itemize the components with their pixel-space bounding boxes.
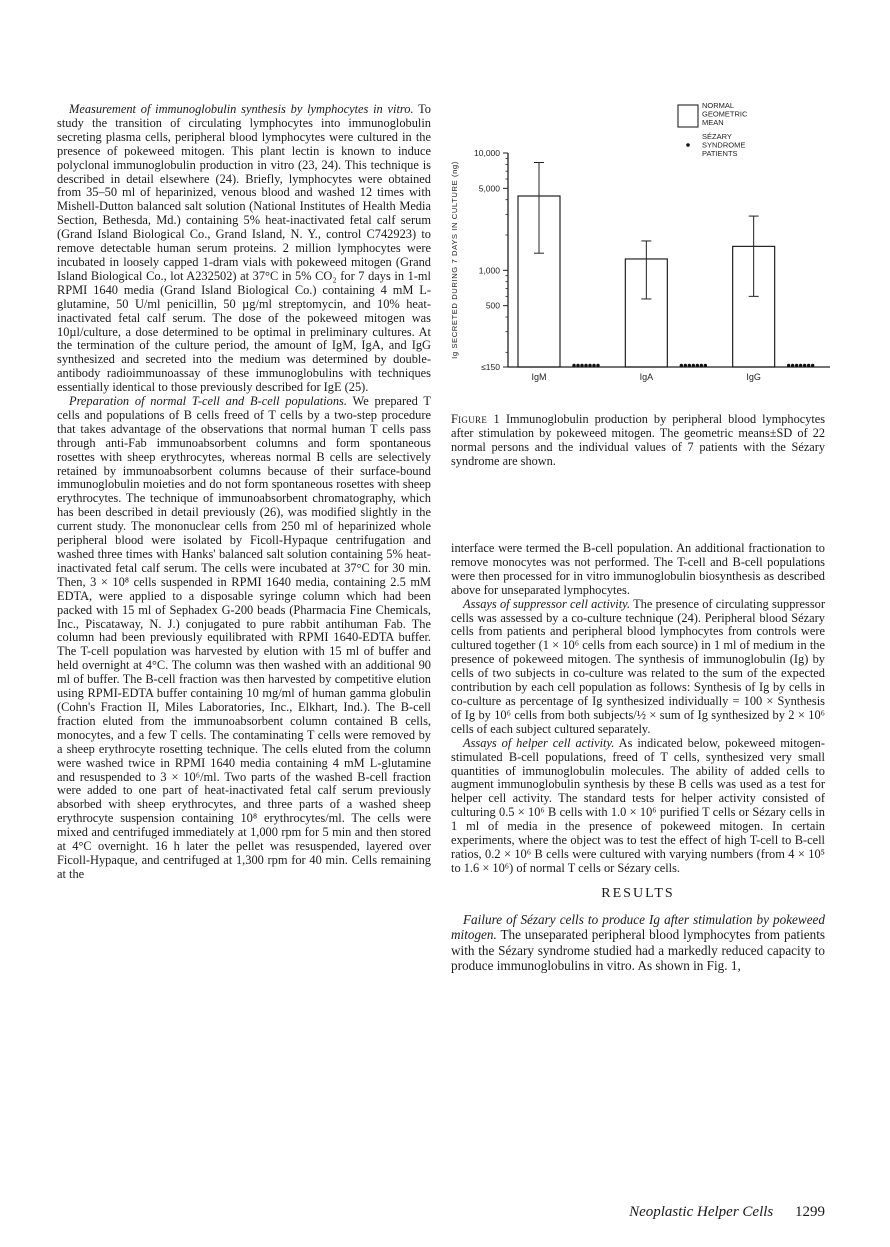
patient-dot xyxy=(799,364,802,367)
x-tick-label: IgA xyxy=(639,372,654,382)
legend-dot-swatch xyxy=(686,143,690,147)
legend-bar-swatch xyxy=(678,105,698,127)
patient-dot xyxy=(700,364,703,367)
caption-label: Figure 1 xyxy=(451,412,500,426)
y-axis-label: Ig SECRETED DURING 7 DAYS IN CULTURE (ng) xyxy=(450,161,459,359)
paragraph-text: The presence of circulating suppressor cells was assessed by a co-culture technique (24). Peripheral blood Sézary cells from patients and peripheral blood lymphocytes from controls were cultured together (1 × 10⁶ cells from each source) in 1 ml of medium in the presence of pokeweed mitogen. The synthesis of immunoglobulin (Ig) by cells of two subjects in co-culture was related to the sum of the expected contribution by each cell population as follows: Synthesis of Ig by cells in co-culture as percentage of Ig synthesized individually = 100 × Synthesis of Ig by 10⁶ cells from both subjects/½ × sum of Ig synthesized by 2 × 10⁶ cells of each subject cultured separately. xyxy=(451,596,825,736)
paragraph-cell-preparation xyxy=(57,395,431,882)
x-tick-label: IgG xyxy=(746,372,761,382)
patient-dot xyxy=(787,364,790,367)
patient-dot xyxy=(596,364,599,367)
patient-dot xyxy=(807,364,810,367)
figure-1-chart xyxy=(430,95,850,410)
figure-caption xyxy=(451,412,825,468)
paragraph-text: We prepared T cells and populations of B cells freed of T cells by a two-step procedure that takes advantage of the observations that normal human T cells pass through anti-Fab immunoabsorbent columns and form spontaneous rosettes with sheep erythrocytes, whereas normal B cells are selectively retained by immunoabsorbent columns because of their surface-bound immunoglobulin moieties and do not form spontaneous rosettes with sheep erythrocytes. The technique of immunoabsorbent chromatography, which has been described in detail previously (26), was modified slightly in the current study. The mononuclear cells from 250 ml of heparinized whole peripheral blood were isolated by Ficoll-Hypaque centrifugation and washed three times with Hanks' balanced salt solution containing 5% heat-inactivated fetal calf serum. The cells were incubated at 37°C for 30 min. Then, 3 × 10⁸ cells suspended in RPMI 1640 media, containing 2.5 mM EDTA, were applied to a disposable syringe column which had been packed with 15 ml of Sephadex G-200 beads (Pharmacia Fine Chemicals, Inc., Piscataway, N. J.) conjugated to pure rabbit antihuman Fab. The column had been previously equilibrated with RPMI 1640-EDTA buffer. The T-cell population was harvested by elution with 15 ml of buffer and held overnight at 4°C. The column was then washed with an additional 90 ml of buffer. The B-cell fraction was then harvested by competitive elution using RPMI-EDTA buffer containing 10 mg/ml of human gamma globulin (Cohn's Fraction II, Miles Laboratories, Inc., Elkhart, Ind.). The B-cell fraction eluted from the immunoabsorbent column contained B cells, monocytes, and a few T cells. The contaminating T cells were removed by a sheep erythrocyte rosetting technique. The cells eluted from the column were washed twice in RPMI 1640 media containing 4 mM L-glutamine and resuspended to 3 × 10⁶/ml. Two parts of the washed B-cell fraction were added to one part of heat-inactivated fetal calf serum previously absorbed with sheep erythrocytes, and three parts of a washed sheep erythrocyte suspension containing 10⁸ erythrocytes/ml. The cells were mixed and centrifuged immediately at 1,000 rpm for 5 min and then stored at 4°C overnight. 16 h later the pellet was resuspended, layered over Ficoll-Hypaque, and centrifuged at 1,300 rpm for 40 min. Cells remaining at the xyxy=(57,394,431,881)
patient-dot xyxy=(795,364,798,367)
patient-dot xyxy=(803,364,806,367)
results-heading: RESULTS xyxy=(601,886,675,901)
paragraph-suppressor xyxy=(451,598,825,737)
section-heading: Measurement of immunoglobulin synthesis by lymphocytes in vitro. xyxy=(69,102,414,116)
legend-bar-label: NORMAL GEOMETRIC MEAN xyxy=(702,101,748,127)
y-tick-label: 5,000 xyxy=(478,183,500,194)
running-title: Neoplastic Helper Cells xyxy=(629,1204,774,1220)
section-heading: Failure of Sézary cells to produce Ig after stimulation by pokeweed mitogen. xyxy=(451,912,825,943)
patient-dot xyxy=(576,364,579,367)
section-heading: Assays of helper cell activity. xyxy=(463,735,615,750)
y-tick-label: ≤150 xyxy=(481,362,500,372)
patient-dot xyxy=(704,364,707,367)
right-column-top xyxy=(451,542,825,876)
patient-dot xyxy=(592,364,595,367)
patient-dot xyxy=(811,364,814,367)
caption-text: Immunoglobulin production by peripheral blood lymphocytes after stimulation by pokeweed mitogen. The geometric means±SD of 22 normal persons and the individual values of 7 patients with the Sézary syndrome are shown. xyxy=(451,412,825,468)
paragraph-text: To study the transition of circulating lymphocytes into immunoglobulin secreting plasma cells, peripheral blood lymphocytes were cultured in the presence of pokeweed mitogen. This plant lectin is known to induce polyclonal immunoglobulin production in vitro (23, 24). This technique is described in detail elsewhere (24). Briefly, lymphocytes were obtained from 35–50 ml of heparinized, venous blood and washed 12 times with Mishell-Dutton balanced salt solution (National Institutes of Health Media Section, Bethesda, Md.) containing 5% heat-inactivated fetal calf serum (Grand Island Biological Co., Grand Island, N. Y., control C742923) to remove detectable human serum proteins. 2 million lymphocytes were incubated in loosely capped 1-dram vials with pokeweed mitogen (Grand Island Biological Co., lot A232502) at 37°C in 5% CO₂ for 7 days in 1-ml RPMI 1640 media (Grand Island Biological Co.) containing 4 mM L-glutamine, 50 U/ml penicillin, 50 µg/ml streptomycin, and 10% heat-inactivated fetal calf serum. The dose of the pokeweed mitogen was 10µl/culture, a dose determined to be optimal in preliminary cultures. At the termination of the culture period, the amount of IgM, IgA, and IgG synthesized and secreted into the medium was determined by double-antibody radioimmunoassay of these immunoglobulins with techniques essentially identical to those previously described for IgE (25). xyxy=(57,102,431,395)
patient-dot xyxy=(572,364,575,367)
results-section xyxy=(451,912,825,973)
x-tick-label: IgM xyxy=(531,372,547,382)
patient-dot xyxy=(680,364,683,367)
patient-dot xyxy=(584,364,587,367)
patient-dot xyxy=(692,364,695,367)
left-column xyxy=(57,103,431,882)
patient-dot xyxy=(791,364,794,367)
paragraph-text: The unseparated peripheral blood lymphocytes from patients with the Sézary syndrome studied had a markedly reduced capacity to produce immunoglobulins in vitro. As shown in Fig. 1, xyxy=(451,927,826,973)
legend-dot-label: SÉZARY SYNDROME PATIENTS xyxy=(702,132,746,158)
patient-dot xyxy=(580,364,583,367)
y-tick-label: 500 xyxy=(485,300,500,311)
patient-dot xyxy=(688,364,691,367)
patient-dot xyxy=(696,364,699,367)
section-heading: Assays of suppressor cell activity. xyxy=(463,596,631,611)
y-tick-label: 1,000 xyxy=(478,265,500,276)
paragraph-ig-synthesis xyxy=(57,103,431,395)
paragraph-helper xyxy=(451,737,825,876)
section-heading: Preparation of normal T-cell and B-cell populations. xyxy=(69,394,347,409)
paragraph-results xyxy=(451,912,825,973)
patient-dot xyxy=(684,364,687,367)
page-footer xyxy=(451,1204,825,1221)
page-number: 1299 xyxy=(795,1204,825,1220)
bar-chart xyxy=(430,95,850,410)
paragraph-text: As indicated below, pokeweed mitogen-stimulated B-cell populations, freed of T cells, synthesized very small quantities of immunoglobulin molecules. The ability of added cells to augment immunoglobulin synthesis by these B cells was used as a test for helper cell activity. The standard tests for helper activity consisted of culturing 0.5 × 10⁶ B cells with 1.0 × 10⁶ purified T cells or Sézary cells in 1 ml of media in the presence of pokeweed mitogen. In certain experiments, where the object was to test the effect of high T-cell to B-cell ratios, 0.2 × 10⁶ B cells were cultured with varying numbers (from 4 × 10⁵ to 1.6 × 10⁶) of normal T cells or Sézary cells. xyxy=(451,735,826,875)
y-tick-label: 10,000 xyxy=(474,148,500,158)
paragraph-continuation: interface were termed the B-cell population. An additional fractionation to remove monocytes was not performed. The T-cell and B-cell populations were then processed for in vitro immunoglobulin biosynthesis as described above for unseparated lymphocytes. xyxy=(451,541,825,597)
patient-dot xyxy=(588,364,591,367)
